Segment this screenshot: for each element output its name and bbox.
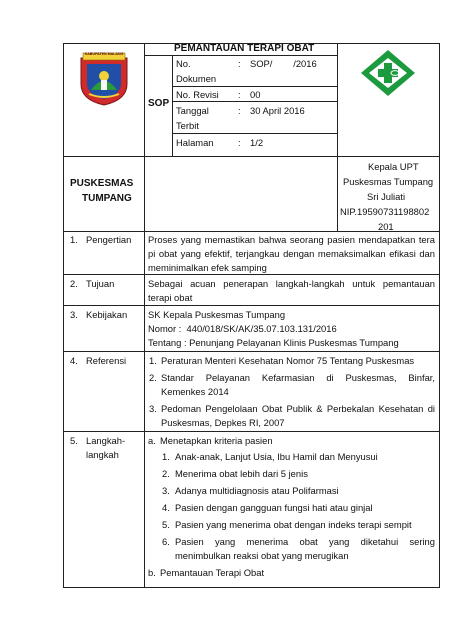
reference-text-line: Peraturan Menteri Kesehatan Nomor 75 Tentang Puskesmas (161, 355, 415, 366)
section-text-line: Sebagai acuan penerapan langkah-langkah untuk pemantauan (148, 278, 435, 289)
meta-label-no: No. (176, 58, 191, 69)
logo-banner-text: KABUPATEN MALANG (84, 52, 124, 56)
criteria-text: Pasien yang menerima obat yang diketahui sering (175, 536, 435, 547)
section-number: 4. (70, 355, 78, 366)
institution-name-line1: PUSKESMAS (70, 178, 134, 189)
reference-number: 2. (149, 372, 157, 383)
criteria-text: Pasien dengan gangguan fungsi hati atau ginjal (175, 502, 373, 513)
meta-label-dokumen: Dokumen (176, 73, 217, 84)
criteria-text: Menerima obat lebih dari 5 jenis (175, 468, 308, 479)
divider (63, 351, 440, 352)
divider (144, 231, 145, 588)
signer-line: Kepala UPT (368, 161, 419, 172)
meta-value-halaman: 1/2 (250, 137, 264, 148)
reference-number: 1. (149, 355, 157, 366)
step-text: Menetapkan kriteria pasien (160, 435, 273, 446)
divider (172, 101, 337, 102)
reference-text-line: Pedoman Pengelolaan Obat Publik & Perbekalan Kesehatan di (161, 403, 435, 414)
signer-line: NIP.19590731198802 (340, 206, 430, 217)
section-title: Langkah- (86, 435, 126, 446)
meta-colon: : (238, 105, 241, 116)
section-number: 3. (70, 309, 78, 320)
meta-label-tanggal: Tanggal (176, 105, 209, 116)
section-number: 1. (70, 234, 78, 245)
section-text-line: terapi obat (148, 292, 193, 303)
reference-number: 3. (149, 403, 157, 414)
criteria-number: 2. (162, 468, 170, 479)
divider (63, 274, 440, 275)
meta-value-dokumen: SOP/ /2016 (250, 58, 317, 69)
sop-label: SOP (148, 98, 170, 109)
criteria-number: 1. (162, 451, 170, 462)
criteria-text: menimbulkan reaksi obat yang merugikan (175, 550, 349, 561)
section-text-line: meminimalkan efek samping (148, 262, 267, 273)
divider (172, 86, 337, 87)
meta-value-revisi: 00 (250, 89, 261, 100)
section-title: Tujuan (86, 278, 115, 289)
puskesmas-logo (359, 48, 417, 98)
signer-line: Sri Juliati (367, 191, 406, 202)
divider (337, 43, 338, 156)
section-text-line: Nomor : 440/018/SK/AK/35.07.103.131/2016 (148, 323, 337, 334)
divider (63, 305, 440, 306)
document-title: PEMANTAUAN TERAPI OBAT (174, 43, 315, 54)
criteria-number: 6. (162, 536, 170, 547)
step-letter: a. (148, 435, 156, 446)
step-letter: b. (148, 567, 156, 578)
divider (63, 431, 440, 432)
criteria-text: Pasien yang menerima obat dengan indeks terapi sempit (175, 519, 412, 530)
table-border-bottom (63, 587, 440, 588)
meta-colon: : (238, 89, 241, 100)
section-number: 2. (70, 278, 78, 289)
divider (172, 55, 173, 156)
section-number: 5. (70, 435, 78, 446)
meta-label-halaman: Halaman (176, 137, 214, 148)
section-title: Referensi (86, 355, 127, 366)
meta-label-terbit: Terbit (176, 120, 199, 131)
step-text: Pemantauan Terapi Obat (160, 567, 265, 578)
signer-line: Puskesmas Tumpang (343, 176, 434, 187)
section-title: Pengertian (86, 234, 132, 245)
section-text-line: pi obat yang efektif, terjangkau dengan memaksimalkan efikasi dan (148, 248, 435, 259)
signer-line: 201 (378, 221, 394, 232)
criteria-text: Adanya multidiagnosis atau Polifarmasi (175, 485, 339, 496)
meta-colon: : (238, 137, 241, 148)
reference-text-line: Kemenkes 2014 (161, 386, 229, 397)
criteria-number: 3. (162, 485, 170, 496)
institution-name-line2: TUMPANG (82, 193, 132, 204)
divider (63, 156, 440, 157)
divider (144, 156, 145, 232)
section-title: Kebijakan (86, 309, 128, 320)
meta-value-tanggal: 30 April 2016 (250, 105, 305, 116)
table-border-left (63, 43, 64, 588)
section-title: langkah (86, 449, 119, 460)
meta-label-revisi: No. Revisi (176, 89, 219, 100)
criteria-number: 4. (162, 502, 170, 513)
divider (144, 43, 145, 156)
section-text-line: Tentang : Penunjang Pelayanan Klinis Puskesmas Tumpang (148, 337, 399, 348)
divider (337, 156, 338, 232)
divider (172, 133, 337, 134)
reference-text-line: Puskesmas, Depkes RI, 2007 (161, 417, 285, 428)
criteria-text: Anak-anak, Lanjut Usia, Ibu Hamil dan Menyusui (175, 451, 378, 462)
kabupaten-malang-logo (77, 50, 131, 106)
section-text-line: Proses yang memastikan bahwa seorang pasien mendapatkan tera (148, 234, 435, 245)
reference-text-line: Standar Pelayanan Kefarmasian di Puskesmas, Binfar, (161, 372, 435, 383)
criteria-number: 5. (162, 519, 170, 530)
meta-colon: : (238, 58, 241, 69)
section-text-line: SK Kepala Puskesmas Tumpang (148, 309, 286, 320)
table-border-right (439, 43, 440, 588)
